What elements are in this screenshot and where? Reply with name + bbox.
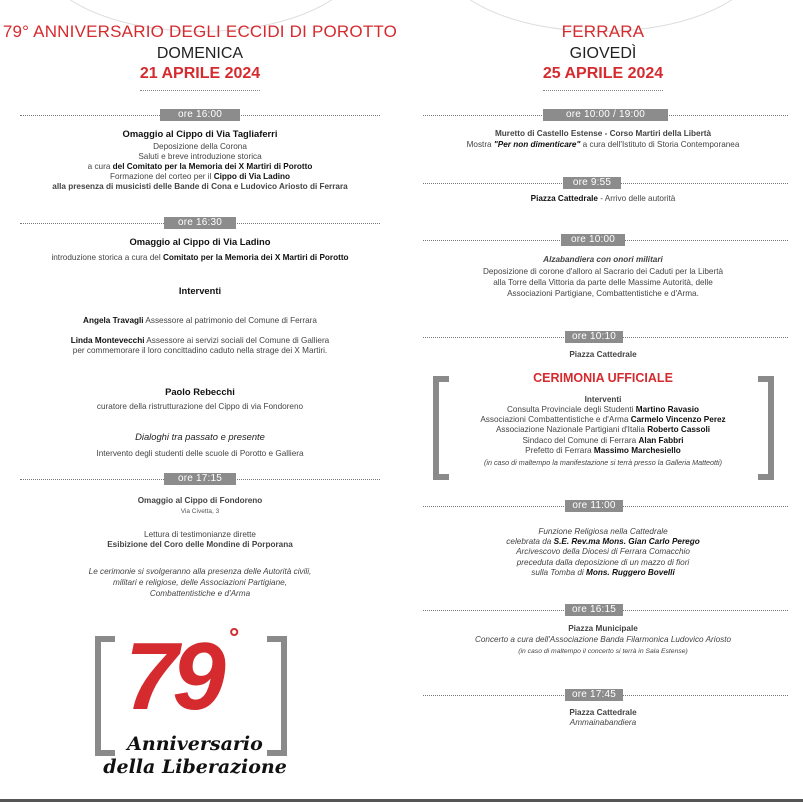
event-text: Formazione del corteo per il Cippo di Via Ladino	[109, 172, 291, 181]
logo-number: 79	[125, 623, 220, 730]
event-text: a cura del Comitato per la Memoria dei X Martiri di Porotto	[87, 162, 313, 171]
right-header-divider	[543, 90, 663, 91]
anniversary-logo	[95, 622, 295, 788]
event-text: Saluti e breve introduzione storica	[138, 152, 262, 161]
dialog-text: Intervento degli studenti delle scuole di Porotto e Galliera	[96, 449, 304, 458]
time-bar-0955	[423, 177, 788, 190]
time-label: ore 11:00	[565, 500, 623, 512]
interventi-heading: Interventi	[178, 285, 222, 296]
logo-line1: Anniversario	[127, 733, 263, 755]
speaker-line: Prefetto di Ferrara Massimo Marchesiello	[525, 446, 681, 455]
event-note: Le cerimonie si svolgeranno alla presenza delle Autorità civili,	[88, 567, 312, 576]
event-text: alla presenza di musicisti delle Bande di Cona e Ludovico Ariosto di Ferrara	[52, 182, 348, 191]
speaker-line: Associazione Nazionale Partigiani d'Italia Roberto Cassoli	[495, 425, 711, 434]
event-note: (in caso di maltempo il concerto si terrà in Sala Estense)	[518, 648, 688, 655]
time-bar-1010	[423, 331, 788, 344]
time-label: ore 16:30	[164, 217, 236, 229]
left-event-date: 21 APRILE 2024	[139, 65, 261, 82]
speaker-line: Sindaco del Comune di Ferrara Alan Fabbri	[522, 436, 684, 445]
time-bar-1615	[423, 604, 788, 617]
event-address: Via Civetta, 3	[180, 508, 220, 515]
time-bar-1745	[423, 689, 788, 702]
event-text: Arcivescovo della Diocesi di Ferrara Comacchio	[516, 547, 690, 556]
event-place: Piazza Municipale	[568, 624, 638, 633]
event-heading: Muretto di Castello Estense - Corso Martiri della Libertà	[494, 129, 712, 138]
event-heading: Omaggio al Cippo di Via Ladino	[129, 236, 271, 247]
time-label: ore 16:15	[565, 604, 623, 616]
event-text: Deposizione della Corona	[153, 142, 247, 151]
event-text: Associazioni Partigiane, Combattentistiche e d'Arma.	[507, 289, 699, 298]
time-label: ore 9:55	[563, 177, 621, 189]
event-heading: Omaggio al Cippo di Via Tagliaferri	[122, 128, 278, 139]
dialog-title: Dialoghi tra passato e presente	[135, 431, 265, 442]
time-bar-1630	[20, 217, 380, 230]
time-label: ore 10:10	[565, 331, 623, 343]
event-note: Combattentistiche e d'Arma	[149, 589, 251, 598]
time-label: ore 16:00	[160, 109, 240, 121]
speaker-line: per commemorare il loro concittadino caduto nella strage dei X Martiri.	[72, 346, 328, 355]
left-event-day: DOMENICA	[156, 45, 244, 62]
right-event-date: 25 APRILE 2024	[542, 65, 664, 82]
event-text: preceduta dalla deposizione di un mazzo di fiori	[516, 558, 690, 567]
time-bar-1600	[20, 109, 380, 122]
time-bar-1100	[423, 500, 788, 513]
event-text: Piazza Cattedrale - Arrivo delle autorità	[530, 194, 676, 203]
ceremony-title: CERIMONIA UFFICIALE	[533, 371, 673, 385]
event-text: Mostra "Per non dimenticare" a cura dell'Istituto di Storia Contemporanea	[466, 140, 740, 149]
time-label: ore 17:45	[565, 689, 623, 701]
speaker-line: Linda Montevecchi Assessore ai servizi sociali del Comune di Galliera	[70, 336, 330, 345]
speaker-role: curatore della ristrutturazione del Cippo di via Fondoreno	[96, 402, 304, 411]
left-header-divider	[140, 90, 260, 91]
time-label: ore 10:00 / 19:00	[543, 109, 668, 121]
speaker-line: Angela Travagli Assessore al patrimonio del Comune di Ferrara	[83, 316, 317, 325]
event-text: alla Torre della Vittoria da parte delle Massime Autorità, delle	[493, 278, 713, 287]
time-label: ore 10:00	[561, 234, 625, 246]
time-bar-1000	[423, 234, 788, 247]
event-text: celebrata da S.E. Rev.ma Mons. Gian Carlo Perego	[506, 537, 700, 546]
event-heading: Alzabandiera con onori militari	[543, 255, 663, 264]
event-text: introduzione storica a cura del Comitato per la Memoria dei X Martiri di Porotto	[51, 253, 349, 262]
logo-degree: °	[229, 622, 240, 652]
event-note: militari e religiose, delle Associazioni Partigiane,	[113, 578, 287, 587]
event-text: Deposizione di corone d'alloro al Sacrario dei Caduti per la Libertà	[482, 267, 724, 276]
event-text: Ammainabandiera	[569, 718, 637, 727]
event-text: Concerto a cura dell'Associazione Banda Filarmonica Ludovico Ariosto	[474, 635, 732, 644]
event-text: sulla Tomba di Mons. Ruggero Bovelli	[531, 568, 675, 577]
event-place: Piazza Cattedrale	[569, 708, 637, 717]
interventi-heading: Interventi	[584, 395, 622, 404]
right-column	[403, 0, 803, 802]
speaker-line: Consulta Provinciale degli Studenti Martino Ravasio	[506, 405, 700, 414]
left-event-title: 79° ANNIVERSARIO DEGLI ECCIDI DI POROTTO	[2, 22, 398, 41]
right-event-day: GIOVEDÌ	[569, 45, 637, 62]
event-text: Esibizione del Coro delle Mondine di Porporana	[107, 540, 293, 549]
event-text: Lettura di testimonianze dirette	[144, 530, 256, 539]
time-bar-1715	[20, 473, 380, 486]
logo-bracket-left	[95, 636, 115, 756]
event-note: (in caso di maltempo la manifestazione si terrà presso la Galleria Matteotti)	[483, 458, 723, 467]
event-heading: Omaggio al Cippo di Fondoreno	[137, 496, 263, 505]
speaker-name: Paolo Rebecchi	[165, 386, 235, 397]
time-bar-1000-1900	[423, 109, 788, 122]
event-text: Funzione Religiosa nella Cattedrale	[538, 527, 668, 536]
event-place: Piazza Cattedrale	[569, 350, 637, 359]
time-label: ore 17:15	[164, 473, 236, 485]
logo-line2: della Liberazione	[103, 756, 287, 778]
left-column	[0, 0, 400, 802]
speaker-line: Associazioni Combattentistiche e d'Arma Carmelo Vincenzo Perez	[480, 415, 726, 424]
right-event-title: FERRARA	[561, 22, 645, 41]
